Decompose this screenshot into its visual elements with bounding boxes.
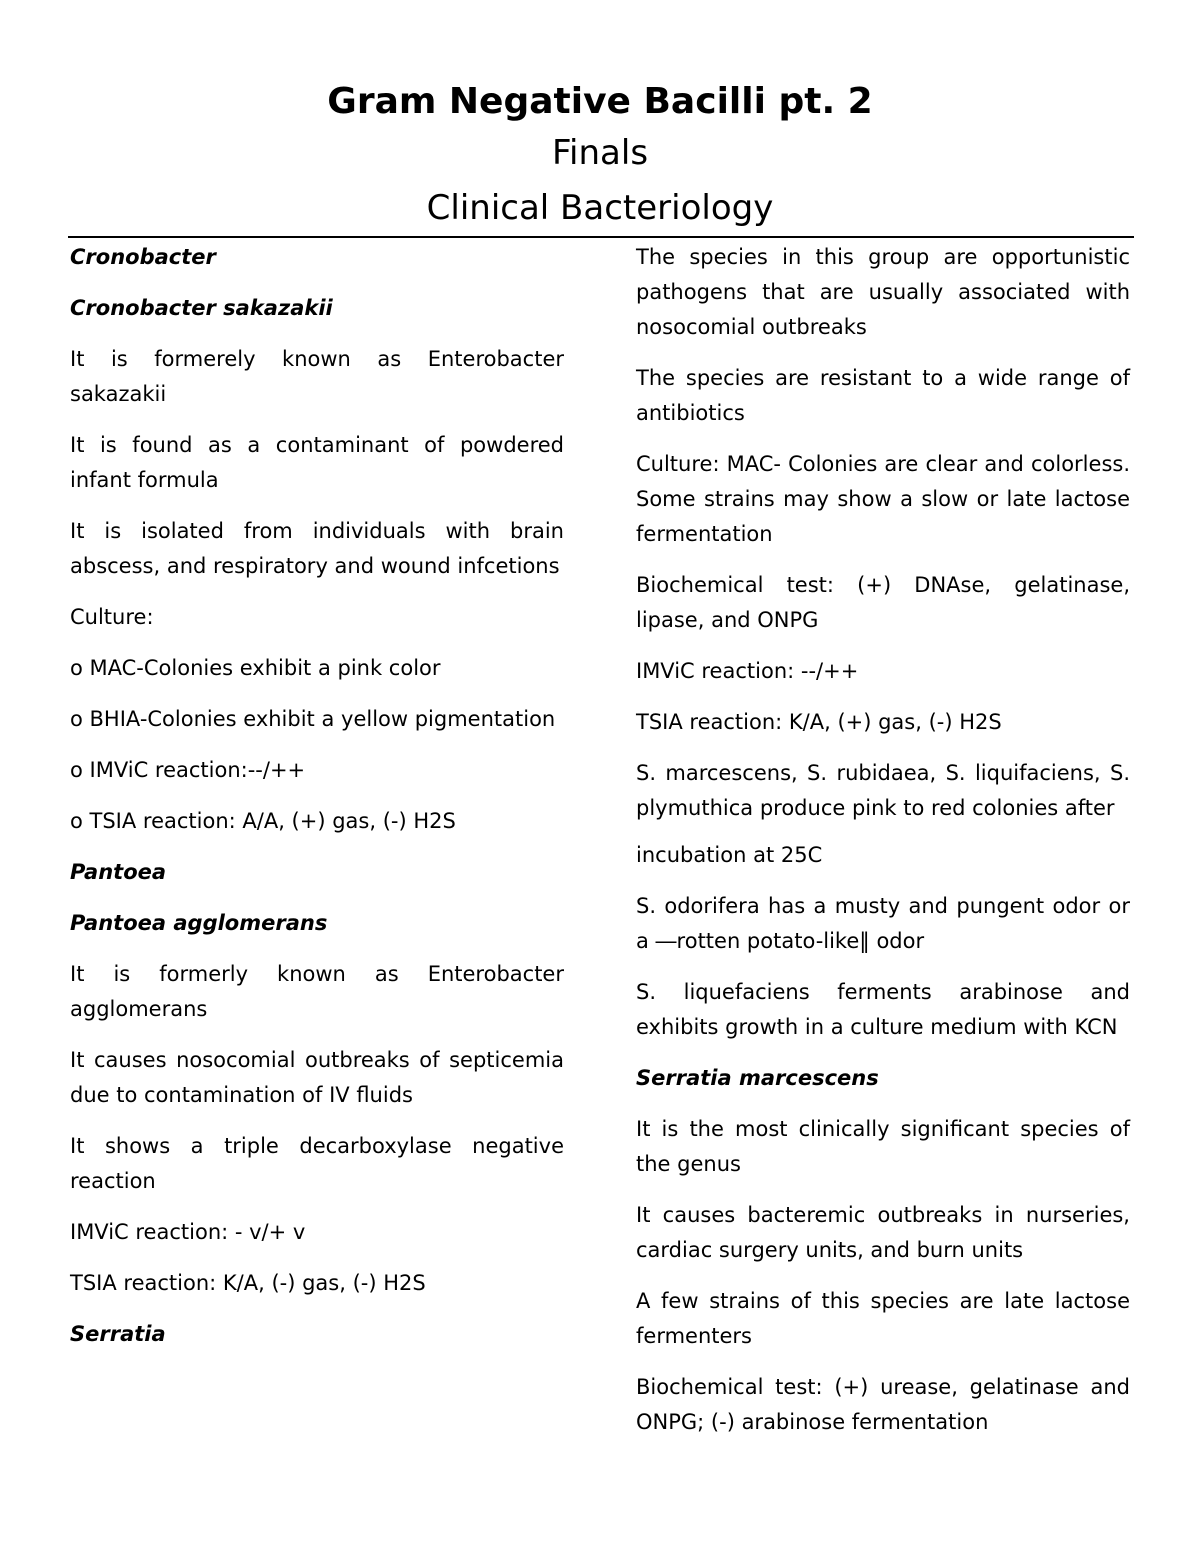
paragraph: Biochemical test: (+) DNAse, gelatinase, lipase, and ONPG	[636, 573, 1130, 632]
paragraph: TSIA reaction: K/A, (+) gas, (-) H2S	[636, 710, 1002, 734]
paragraph: It is the most clinically significant species of the genus	[636, 1117, 1130, 1176]
paragraph: The species are resistant to a wide range of antibiotics	[636, 366, 1130, 425]
paragraph: It is found as a contaminant of powdered infant formula	[70, 433, 564, 492]
paragraph: IMViC reaction: - v/+ v	[70, 1220, 306, 1244]
paragraph: incubation at 25C	[636, 843, 823, 867]
paragraph: IMViC reaction: --/++	[636, 659, 859, 683]
paragraph: S. odorifera has a musty and pungent odor or a ―rotten potato-like‖ odor	[636, 894, 1130, 953]
paragraph: S. liquefaciens ferments arabinose and exhibits growth in a culture medium with KCN	[636, 980, 1130, 1039]
paragraph: S. marcescens, S. rubidaea, S. liquifaciens, S. plymuthica produce pink to red colonies after	[636, 761, 1130, 820]
bullet-item: o BHIA-Colonies exhibit a yellow pigmentation	[70, 707, 556, 731]
bullet-item: o TSIA reaction: A/A, (+) gas, (-) H2S	[70, 809, 456, 833]
document-title: Gram Negative Bacilli pt. 2	[327, 81, 873, 122]
paragraph: It is isolated from individuals with brain abscess, and respiratory and wound infcetions	[70, 519, 564, 578]
section-heading: Serratia	[70, 1322, 166, 1346]
species-heading: Serratia marcescens	[636, 1066, 879, 1090]
paragraph: It causes bacteremic outbreaks in nurseries, cardiac surgery units, and burn units	[636, 1203, 1130, 1262]
paragraph: It is formerly known as Enterobacter agglomerans	[70, 962, 564, 1021]
paragraph: It causes nosocomial outbreaks of septicemia due to contamination of IV fluids	[70, 1048, 564, 1107]
section-heading: Cronobacter	[70, 245, 216, 269]
paragraph: TSIA reaction: K/A, (-) gas, (-) H2S	[70, 1271, 426, 1295]
left-column	[70, 240, 564, 1368]
header-divider	[68, 236, 1134, 238]
paragraph: Culture:	[70, 605, 154, 629]
paragraph: Culture: MAC- Colonies are clear and colorless. Some strains may show a slow or late lactose fermentation	[636, 452, 1130, 546]
right-column	[636, 240, 1130, 1456]
paragraph: It shows a triple decarboxylase negative reaction	[70, 1134, 564, 1193]
bullet-item: o IMViC reaction:--/++	[70, 758, 306, 782]
document-subtitle: Finals	[551, 133, 649, 173]
species-heading: Pantoea agglomerans	[70, 911, 328, 935]
document-header	[0, 78, 1200, 236]
paragraph: The species in this group are opportunistic pathogens that are usually associated with nosocomial outbreaks	[636, 245, 1130, 339]
course-name: Clinical Bacteriology	[426, 188, 774, 228]
paragraph: It is formerely known as Enterobacter sakazakii	[70, 347, 564, 406]
paragraph: A few strains of this species are late lactose fermenters	[636, 1289, 1130, 1348]
section-heading: Pantoea	[70, 860, 167, 884]
paragraph: Biochemical test: (+) urease, gelatinase and ONPG; (-) arabinose fermentation	[636, 1375, 1130, 1434]
bullet-item: o MAC-Colonies exhibit a pink color	[70, 656, 441, 680]
species-heading: Cronobacter sakazakii	[70, 296, 333, 320]
